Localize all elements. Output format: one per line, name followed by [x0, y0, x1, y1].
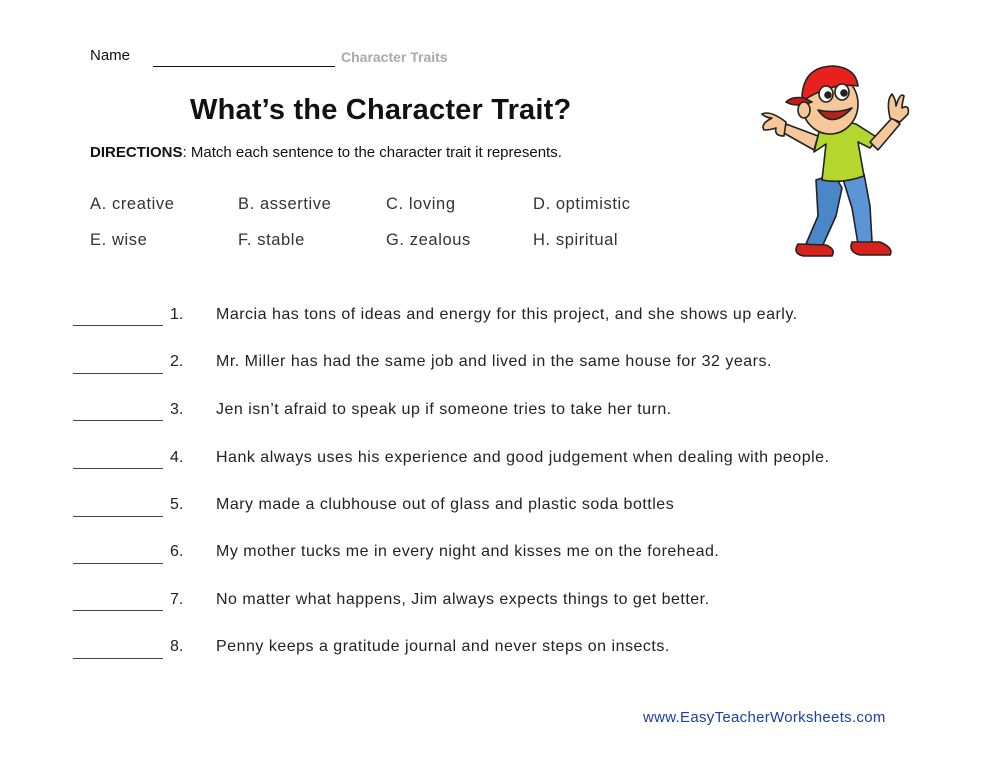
question-text-4: Hank always uses his experience and good judgement when dealing with people. [216, 449, 830, 466]
directions [90, 144, 562, 161]
answer-blank-7[interactable] [73, 610, 163, 611]
question-text-6: My mother tucks me in every night and kisses me on the forehead. [216, 543, 720, 560]
question-text-1: Marcia has tons of ideas and energy for this project, and she shows up early. [216, 306, 798, 323]
name-label: Name [90, 47, 131, 64]
cartoon-boy-icon [752, 56, 912, 266]
answer-blank-8[interactable] [73, 658, 163, 659]
question-text-5: Mary made a clubhouse out of glass and plastic soda bottles [216, 496, 675, 513]
question-number-1: 1. [170, 306, 184, 323]
footer-website[interactable]: www.EasyTeacherWorksheets.com [643, 709, 886, 726]
answer-blank-3[interactable] [73, 420, 163, 421]
question-text-8: Penny keeps a gratitude journal and never steps on insects. [216, 638, 670, 655]
trait-h: H. spiritual [533, 231, 619, 249]
worksheet-title: What’s the Character Trait? [190, 94, 572, 126]
directions-label: DIRECTIONS [90, 144, 183, 161]
question-number-5: 5. [170, 496, 184, 513]
trait-c: C. loving [386, 195, 456, 213]
answer-blank-4[interactable] [73, 468, 163, 469]
question-number-7: 7. [170, 591, 184, 608]
worksheet-topic: Character Traits [341, 49, 448, 65]
question-number-8: 8. [170, 638, 184, 655]
question-number-2: 2. [170, 353, 184, 370]
trait-e: E. wise [90, 231, 148, 249]
question-text-2: Mr. Miller has had the same job and lived in the same house for 32 years. [216, 353, 772, 370]
question-number-4: 4. [170, 449, 184, 466]
trait-g: G. zealous [386, 231, 471, 249]
answer-blank-1[interactable] [73, 325, 163, 326]
answer-blank-2[interactable] [73, 373, 163, 374]
question-number-3: 3. [170, 401, 184, 418]
answer-blank-6[interactable] [73, 563, 163, 564]
trait-a: A. creative [90, 195, 175, 213]
trait-b: B. assertive [238, 195, 332, 213]
question-text-3: Jen isn’t afraid to speak up if someone tries to take her turn. [216, 401, 672, 418]
trait-d: D. optimistic [533, 195, 631, 213]
question-text-7: No matter what happens, Jim always expects things to get better. [216, 591, 710, 608]
trait-f: F. stable [238, 231, 305, 249]
name-blank-line[interactable] [153, 66, 335, 67]
directions-text: : Match each sentence to the character trait it represents. [182, 144, 562, 161]
answer-blank-5[interactable] [73, 516, 163, 517]
question-number-6: 6. [170, 543, 184, 560]
